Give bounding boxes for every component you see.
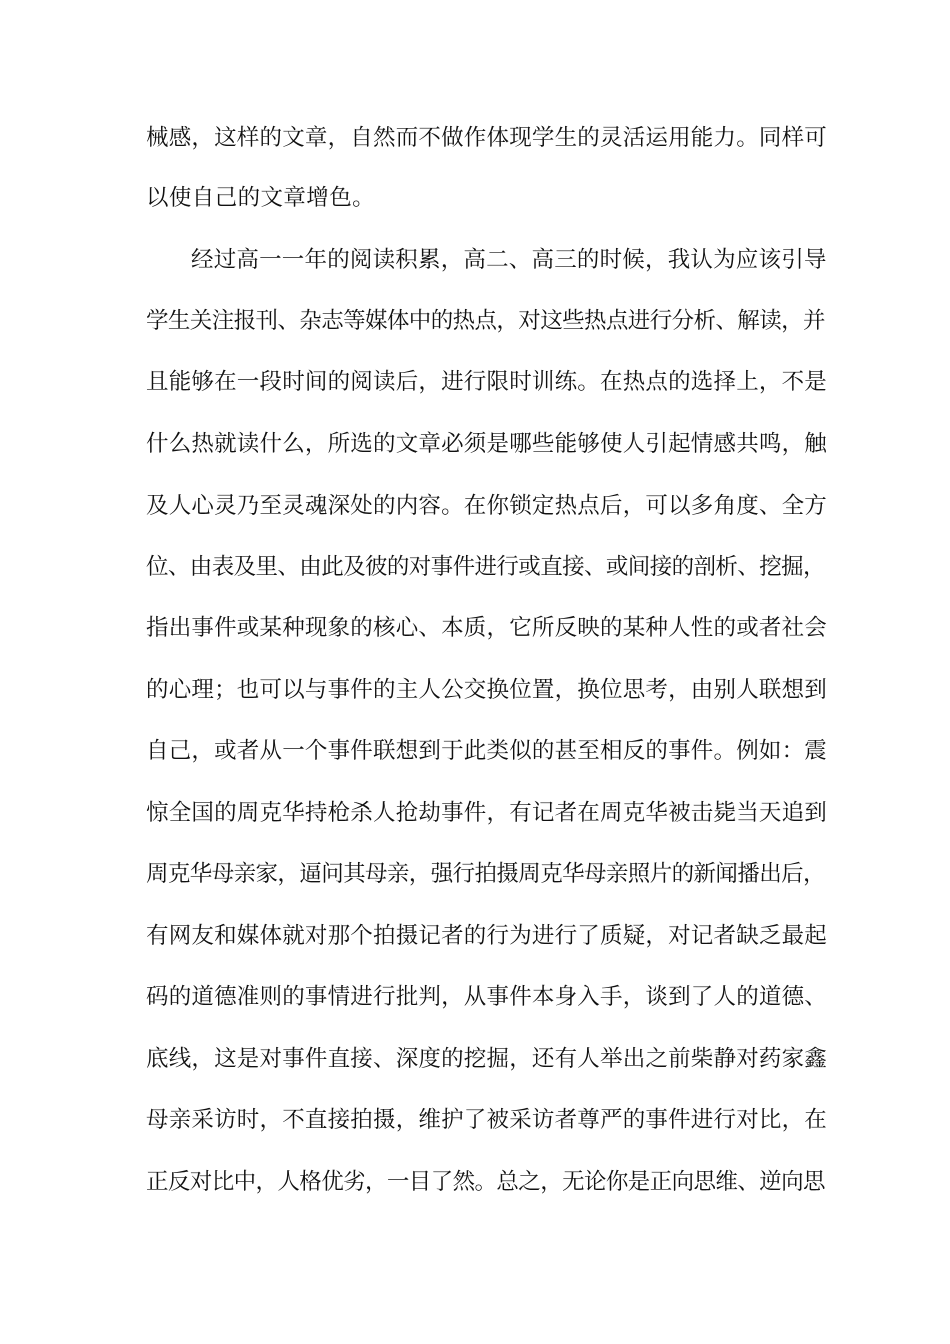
text-line-7: 及人心灵乃至灵魂深处的内容。在你锁定热点后，可以多角度、全方 xyxy=(146,493,828,519)
text-line-5: 且能够在一段时间的阅读后，进行限时训练。在热点的选择上，不是 xyxy=(146,369,828,395)
text-line-4: 学生关注报刊、杂志等媒体中的热点，对这些热点进行分析、解读，并 xyxy=(146,308,825,334)
text-line-15: 码的道德准则的事情进行批判，从事件本身入手，谈到了人的道德、 xyxy=(146,984,828,1010)
text-line-1: 械感，这样的文章，自然而不做作体现学生的灵活运用能力。同样可 xyxy=(146,125,828,151)
text-line-6: 什么热就读什么，所选的文章必须是哪些能够使人引起情感共鸣，触 xyxy=(146,431,828,457)
text-line-12: 惊全国的周克华持枪杀人抢劫事件，有记者在周克华被击毙当天追到 xyxy=(146,800,828,826)
text-line-18: 正反对比中，人格优劣，一目了然。总之，无论你是正向思维、逆向思 xyxy=(146,1169,825,1195)
text-line-8: 位、由表及里、由此及彼的对事件进行或直接、或间接的剖析、挖掘， xyxy=(146,554,825,580)
text-line-3: 经过高一一年的阅读积累，高二、高三的时候，我认为应该引导 xyxy=(191,247,827,273)
text-line-10: 的心理；也可以与事件的主人公交换位置，换位思考，由别人联想到 xyxy=(146,677,828,703)
text-line-17: 母亲采访时，不直接拍摄，维护了被采访者尊严的事件进行对比，在 xyxy=(146,1107,828,1133)
text-line-16: 底线，这是对事件直接、深度的挖掘，还有人举出之前柴静对药家鑫 xyxy=(146,1046,828,1072)
text-line-9: 指出事件或某种现象的核心、本质，它所反映的某种人性的或者社会 xyxy=(146,615,828,641)
text-line-14: 有网友和媒体就对那个拍摄记者的行为进行了质疑，对记者缺乏最起 xyxy=(146,923,828,949)
text-line-11: 自己，或者从一个事件联想到于此类似的甚至相反的事件。例如：震 xyxy=(146,738,828,764)
text-line-2: 以使自己的文章增色。 xyxy=(146,185,376,211)
text-line-13: 周克华母亲家，逼问其母亲，强行拍摄周克华母亲照片的新闻播出后， xyxy=(146,861,825,887)
